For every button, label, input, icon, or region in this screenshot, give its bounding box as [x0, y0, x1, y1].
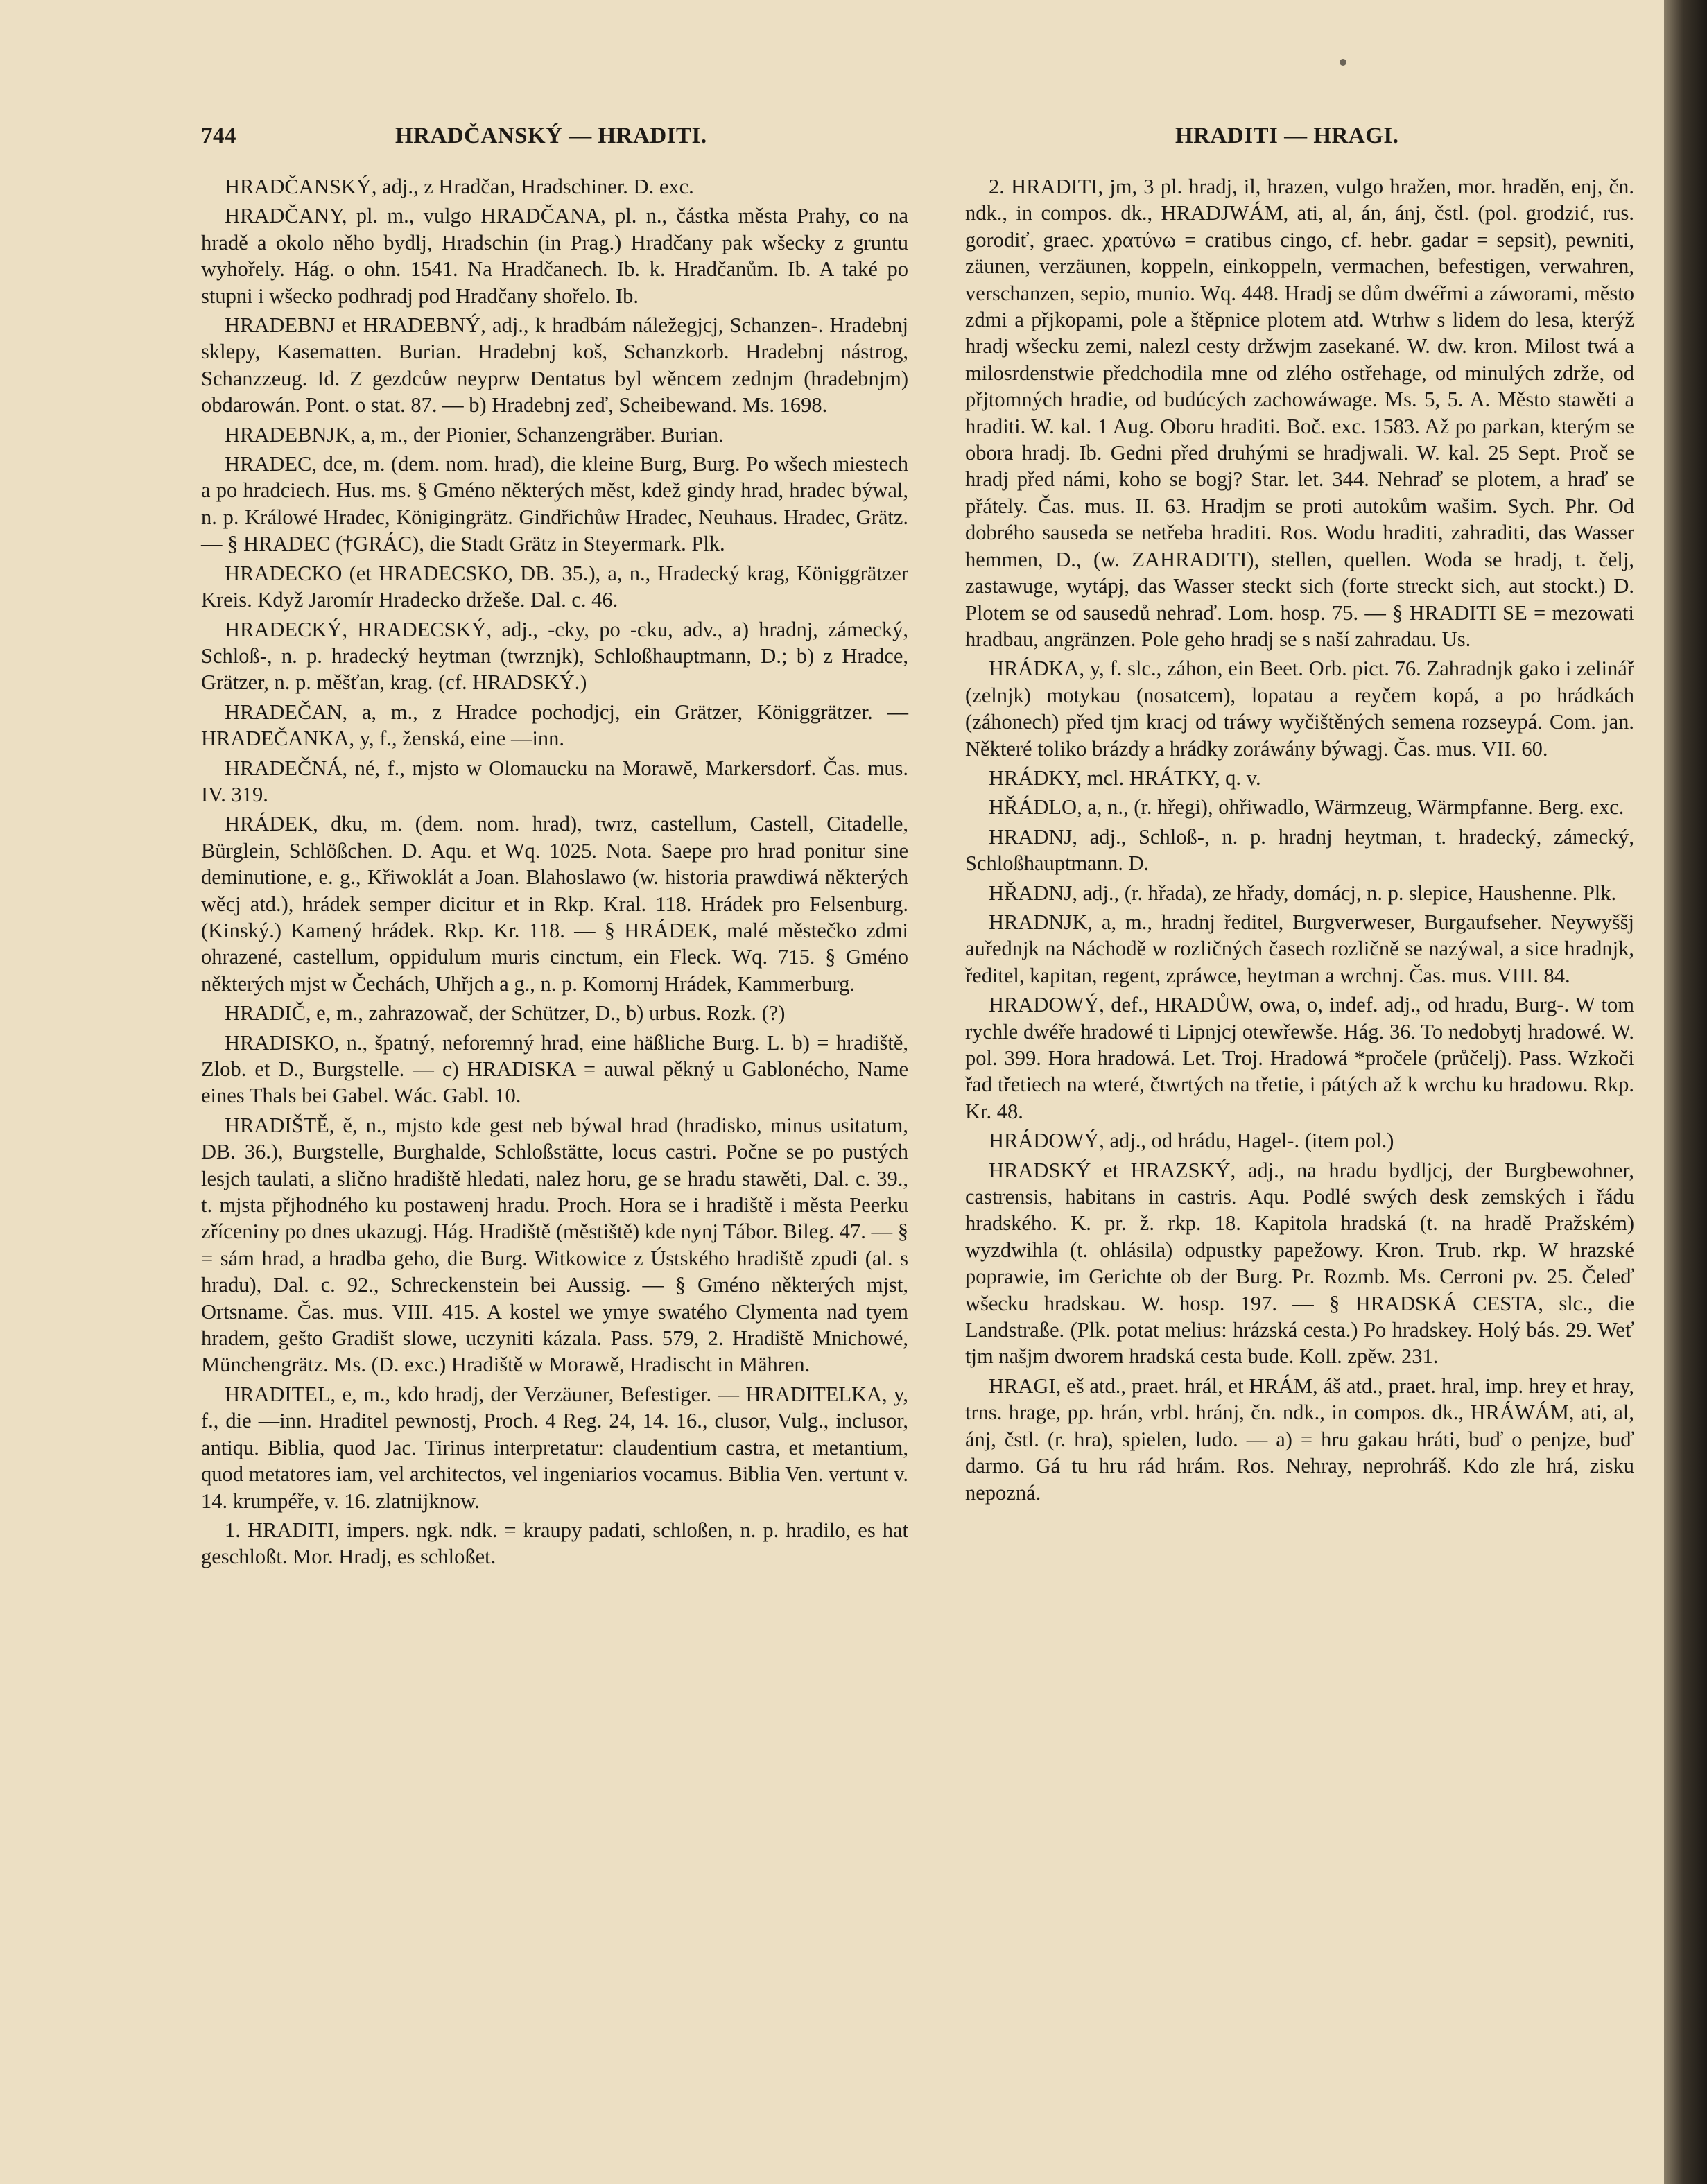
- entry-hradebnjk: HRADEBNJK, a, m., der Pionier, Schanzengräber. Burian.: [225, 422, 724, 447]
- entry-hraditel: HRADITEL, e, m., kdo hradj, der Verzäuner, Befestiger. — HRADITELKA, y, f., die —inn. Hraditel pewnostj, Proch. 4 Reg. 24, 14. 16., clusor, Vulg., inclusor, antiqu. Biblia, quod Jac. Tirinus interpretatur: claudentium castra, et metantium, quod metatores iam, vel architectos, vel ingeniarios vocamus. Biblia Ven. vertunt v. 14. krumpéře, v. 16. zlatnijknow.: [201, 1382, 908, 1513]
- entry-hragi: HRAGI, eš atd., praet. hrál, et HRÁM, áš atd., praet. hral, imp. hrey et hray, trns. hrage, pp. hrán, vrbl. hránj, čn. ndk., in compos. dk., HRÁWÁM, ati, al, ánj, čstl. (r. hra), spielen, ludo. — a) = hru gakau hráti, buď o penjze, buď darmo. Gá tu hru rád hrám. Ros. Nehray, neprohráš. Kdo zle hrá, zisku nepozná.: [965, 1373, 1634, 1505]
- left-column: [201, 173, 908, 1570]
- entry-hradky: HRÁDKY, mcl. HRÁTKY, q. v.: [989, 765, 1261, 790]
- entry-hradic: HRADIČ, e, m., zahrazowač, der Schützer, D., b) urbus. Rozk. (?): [225, 1001, 786, 1025]
- entry-hradec: HRADEC, dce, m. (dem. nom. hrad), die kleine Burg, Burg. Po wšech miestech a po hradciech. Hus. ms. § Gméno některých měst, kdež gindy hrad, hradec býwal, n. p. Králowé Hradec, Königingrätz. Gindřichůw Hradec, Neuhaus. Hradec, Grätz. — § HRADEC (†GRÁC), die Stadt Grätz in Steyermark. Plk.: [201, 452, 908, 556]
- book-binding-edge: [1664, 0, 1707, 2184]
- entry-hraditi-1: 1. HRADITI, impers. ngk. ndk. = kraupy padati, schloßen, n. p. hradilo, es hat geschloßt. Mor. Hradj, es schloßet.: [201, 1518, 908, 1569]
- entry-hradisko: HRADISKO, n., špatný, neforemný hrad, eine häßliche Burg. L. b) = hradiště, Zlob. et D., Burgstelle. — c) HRADISKA = auwal pěkný u Gablonécho, Name eines Thals bei Gabel. Wác. Gabl. 10.: [201, 1030, 908, 1108]
- entry-hradek: HRÁDEK, dku, m. (dem. nom. hrad), twrz, castellum, Castell, Citadelle, Bürglein, Schlößchen. D. Aqu. et Wq. 1025. Nota. Saepe pro hrad ponitur sine deminutione, e. g., Křiwoklát a Joan. Blahoslawo (w. historia prawdiwá některých wěcj atd.), hrádek semper dicitur et in Rkp. Kral. 118. Hrádek pro Felsenburg. (Kinský.) Kamený hrádek. Rkp. Kr. 118. — § HRÁDEK, malé městečko zdmi ohrazené, castellum, oppidulum muris cinctum, ein Fleck. Wq. 715. § Gméno některých mjst w Čechách, Uhřjch a g., n. p. Komornj Hrádek, Kammerburg.: [201, 812, 908, 996]
- entry-hradnj-hrada: HŘADNJ, adj., (r. hřada), ze hřady, domácj, n. p. slepice, Haushenne. Plk.: [989, 881, 1617, 905]
- entry-hradowy-hagel: HRÁDOWÝ, adj., od hrádu, Hagel-. (item pol.): [989, 1129, 1394, 1153]
- entry-hradnjk: HRADNJK, a, m., hradnj ředitel, Burgverweser, Burgaufseher. Neywyššj auřednjk na Náchodě w rozličných časech rozličně se nazýwal, a sice hradnjk, ředitel, kapitan, regent, zpráwce, heytman a wrchnj. Čas. mus. VIII. 84.: [965, 910, 1634, 987]
- left-running-head: HRADČANSKÝ — HRADITI.: [395, 123, 707, 148]
- entry-hradecko: HRADECKO (et HRADECSKO, DB. 35.), a, n., Hradecký krag, Königgrätzer Kreis. Když Jaromír Hradecko držeše. Dal. c. 46.: [201, 561, 908, 612]
- entry-hradecna: HRADEČNÁ, né, f., mjsto w Olomaucku na Morawě, Markersdorf. Čas. mus. IV. 319.: [201, 756, 908, 806]
- entry-hradecky: HRADECKÝ, HRADECSKÝ, adj., -cky, po -cku, adv., a) hradnj, zámecký, Schloß-, n. p. hradecký heytman (twrznjk), Schloßhauptmann, D.; b) z Hradce, Grätzer, n. p. měšťan, krag. (cf. HRADSKÝ.): [201, 617, 908, 695]
- entry-hraditi-2: 2. HRADITI, jm, 3 pl. hradj, il, hrazen, vulgo hražen, mor. hraděn, enj, čn. ndk., in compos. dk., HRADJWÁM, ati, al, án, ánj, čstl. (pol. grodzić, rus. gorodiť, graec. χρατύνω = cratibus cingo, cf. hebr. gadar = sepsit), pewniti, zäunen, verzäunen, koppeln, einkoppeln, vermachen, befestigen, verwahren, verschanzen, sepio, munio. Wq. 448. Hradj se dům dwéřmi a záworami, město zdmi a přjkopami, pole a štěpnice plotem atd. Wtrhw s lidem do lesa, kterýž hradj wšecku zemi, nalezl cesty držwjm zasekané. W. dw. kron. Milost twá a milosrdenstwie předchodila mne od zlého ostřehage, od minulých zdrže, od přjtomných hradie, od budúcých zachowáwage. Ms. 5, 5. A. Město stawěti a hraditi. W. kal. 1 Aug. Oboru hraditi. Boč. exc. 1583. Až po parkan, kterým se obora hradj. Ib. Gedni před druhými se hradjwali. W. kal. 25 Sept. Proč se hradj před námi, koho se bogj? Star. let. 344. Nehraď se plotem, a hraď se přátely. Čas. mus. II. 63. Hradjm se proti autokům wašim. Sych. Phr. Od dobrého sauseda se netřeba hraditi. Ros. Wodu hraditi, zahraditi, das Wasser hemmen, D., (w. ZAHRADITI), stellen, quellen. Woda se hradj, t. čelj, zastawuge, wytápj, das Wasser steckt sich (forte streckt sich, aut stockt.) D. Plotem se od sausedů nehraď. Lom. hosp. 75. — § HRADITI SE = mezowati hradbau, angränzen. Pole geho hradj se s naší zahradau. Us.: [965, 175, 1634, 651]
- entry-hradcansky: HRADČANSKÝ, adj., z Hradčan, Hradschiner. D. exc.: [225, 175, 694, 198]
- entry-hradiste: HRADIŠTĚ, ě, n., mjsto kde gest neb býwal hrad (hradisko, minus usitatum, DB. 36.), Burgstelle, Burghalde, Schloßstätte, locus castri. Počne se po pustých lesjch taulati, a slično hradiště hledati, nalez horu, ge se hradu stawěti, Dal. c. 39., t. mjsta přjhodného ku postawenj hradu. Proch. Hora se i hradiště i města Peerku zříceniny po dnes ukazugj. Hág. Hradiště (městiště) kde nynj Tábor. Bileg. 47. — § = sám hrad, a hradba geho, die Burg. Witkowice z Ústského hradiště zpudi (al. s hradu), Dal. c. 92., Schreckenstein bei Aussig. — § Gméno některých mjst, Ortsname. Čas. mus. VIII. 415. A kostel we ymye swatého Clymenta nad tyem hradem, gešto Gradišt slowe, uczyniti kázala. Pass. 579, 2. Hradiště Mnichowé, Münchengrätz. Ms. (D. exc.) Hradiště w Morawě, Hradischt in Mähren.: [201, 1113, 908, 1377]
- entry-hradlo: HŘÁDLO, a, n., (r. hřegi), ohřiwadlo, Wärmzeug, Wärmpfanne. Berg. exc.: [989, 795, 1624, 820]
- right-column: [965, 173, 1634, 1506]
- page-number: 744: [201, 123, 236, 148]
- entry-hradowy: HRADOWÝ, def., HRADŮW, owa, o, indef. adj., od hradu, Burg-. W tom rychle dwéře hradowé ti Lipnjcj otewřewše. Hág. 36. To nedobytj hradowé. W. pol. 399. Hora hradowá. Let. Troj. Hradowá *pročele (průčelj). Pass. Wzkoči řad třetiech na wteré, čtwrtých na třetie, i pátých až k wrchu ku hradowu. Rkp. Kr. 48.: [965, 993, 1634, 1123]
- entry-hradnj: HRADNJ, adj., Schloß-, n. p. hradnj heytman, t. hradecký, zámecký, Schloßhauptmann. D.: [965, 824, 1634, 876]
- entry-hradebnj: HRADEBNJ et HRADEBNÝ, adj., k hradbám náležegjcj, Schanzen-. Hradebnj sklepy, Kasematten. Burian. Hradebnj koš, Schanzkorb. Hradebnj nástrog, Schanzzeug. Id. Z gezdcůw neyprw Dentatus byl wěncem zednjm (hradebnjm) obdarowán. Pont. o stat. 87. — b) Hradebnj zeď, Scheibewand. Ms. 1698.: [201, 313, 908, 417]
- entry-hradecan: HRADEČAN, a, m., z Hradce pochodjcj, ein Grätzer, Königgrätzer. — HRADEČANKA, y, f., ženská, eine —inn.: [201, 700, 908, 751]
- entry-hradka: HRÁDKA, y, f. slc., záhon, ein Beet. Orb. pict. 76. Zahradnjk gako i zelinář (zelnjk) motykau (nosatcem), lopatau a reyčem kopá, a po hrádkách (záhonech) před tjm kracj od tráwy wyčištěných semena rozseypá. Com. jan. Některé toliko brázdy a hrádky zoráwány býwagj. Čas. mus. VII. 60.: [965, 657, 1634, 761]
- entry-hradsky: HRADSKÝ et HRAZSKÝ, adj., na hradu bydljcj, der Burgbewohner, castrensis, habitans in castris. Aqu. Podlé swých desk zemských i řádu hradského. K. pr. ž. rkp. 18. Kapitola hradská (t. na hradě Pražském) wyzdwihla (t. ohlásila) odpustky papežowy. Kron. Trub. rkp. W hrazské poprawie, im Gerichte ob der Burg. Pr. Rozmb. Ms. Cerroni pv. 25. Čeleď wšecku hradskau. W. hosp. 197. — § HRADSKÁ CESTA, slc., die Landstraße. (Plk. potat melius: hrázská cesta.) Po hradskey. Holý bás. 29. Weť tjm našjm dworem hradská cesta bude. Koll. zpěw. 231.: [965, 1158, 1634, 1369]
- entry-hradcany: HRADČANY, pl. m., vulgo HRADČANA, pl. n., částka města Prahy, co na hradě a okolo něho bydlj, Hradschin (in Prag.) Hradčany pak wšecky z gruntu wyhořely. Hág. o ohn. 1541. Na Hradčanech. Ib. k. Hradčanům. Ib. A také po stupni i wšecko podhradj pod Hradčany shořelo. Ib.: [201, 204, 908, 308]
- right-running-head: HRADITI — HRAGI.: [1175, 123, 1399, 148]
- page-speck: [1340, 59, 1346, 66]
